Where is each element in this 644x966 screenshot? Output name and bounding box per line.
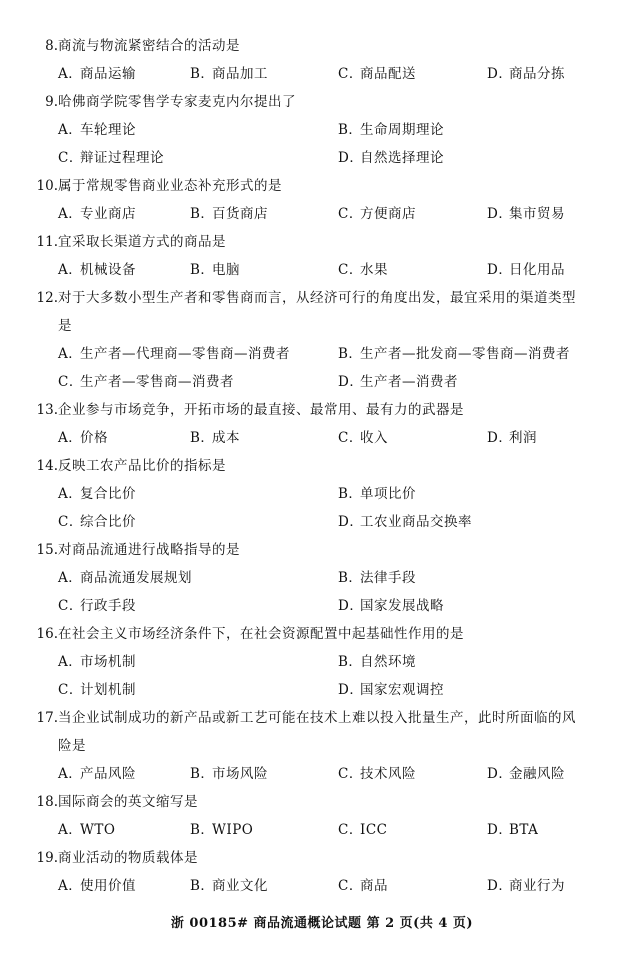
option-d[interactable]: D．工农业商品交换率: [338, 514, 472, 530]
question-stem: 企业参与市场竞争，开拓市场的最直接、最常用、最有力的武器是: [58, 402, 464, 418]
question-stem: 当企业试制成功的新产品或新工艺可能在技术上难以投入批量生产，此时所面临的风: [58, 710, 576, 726]
options-row: [0, 511, 644, 533]
question-9: [0, 91, 644, 113]
option-a[interactable]: A．产品风险: [58, 766, 136, 782]
option-d[interactable]: D．国家宏观调控: [338, 682, 444, 698]
options-row: [0, 567, 644, 589]
question-18: [0, 791, 644, 813]
question-number: 11.: [36, 234, 58, 250]
options-row: [0, 119, 644, 141]
question-stem: 在社会主义市场经济条件下，在社会资源配置中起基础性作用的是: [58, 626, 464, 642]
option-a[interactable]: A．专业商店: [58, 206, 136, 222]
option-a[interactable]: A．WTO: [58, 822, 116, 838]
option-c[interactable]: C．方便商店: [338, 206, 416, 222]
option-d[interactable]: D．自然选择理论: [338, 150, 444, 166]
option-d[interactable]: D．国家发展战略: [338, 598, 444, 614]
option-c[interactable]: C．技术风险: [338, 766, 416, 782]
option-b[interactable]: B．商业文化: [190, 878, 268, 894]
option-a[interactable]: A．市场机制: [58, 654, 136, 670]
question-number: 12.: [36, 290, 58, 306]
options-row: [0, 651, 644, 673]
question-stem: 商流与物流紧密结合的活动是: [58, 38, 240, 54]
option-b[interactable]: B．市场风险: [190, 766, 268, 782]
options-row: [0, 875, 644, 897]
question-16: [0, 623, 644, 645]
question-stem: 对商品流通进行战略指导的是: [58, 542, 240, 558]
option-a[interactable]: A．价格: [58, 430, 108, 446]
question-number: 18.: [36, 794, 58, 810]
question-stem: 哈佛商学院零售学专家麦克内尔提出了: [58, 94, 296, 110]
question-17: [0, 707, 644, 729]
options-row: [0, 259, 644, 281]
question-10: [0, 175, 644, 197]
option-b[interactable]: B．自然环境: [338, 654, 416, 670]
options-row: [0, 203, 644, 225]
question-11: [0, 231, 644, 253]
option-c[interactable]: C．ICC: [338, 822, 388, 838]
option-c[interactable]: C．辩证过程理论: [58, 150, 164, 166]
question-number: 19.: [36, 850, 58, 866]
option-b[interactable]: B．WIPO: [190, 822, 254, 838]
question-stem-continued: 是: [58, 318, 72, 334]
option-d[interactable]: D．商品分拣: [487, 66, 565, 82]
question-stem-continued: 险是: [58, 738, 86, 754]
option-a[interactable]: A．机械设备: [58, 262, 136, 278]
option-c[interactable]: C．商品: [338, 878, 388, 894]
question-13: [0, 399, 644, 421]
question-number: 9.: [45, 94, 58, 110]
option-c[interactable]: C．收入: [338, 430, 388, 446]
option-d[interactable]: D．集市贸易: [487, 206, 565, 222]
option-d[interactable]: D．BTA: [487, 822, 539, 838]
option-b[interactable]: B．法律手段: [338, 570, 416, 586]
question-12: [0, 287, 644, 309]
question-stem: 宜采取长渠道方式的商品是: [58, 234, 226, 250]
option-d[interactable]: D．生产者—消费者: [338, 374, 458, 390]
question-number: 13.: [36, 402, 58, 418]
option-d[interactable]: D．日化用品: [487, 262, 565, 278]
question-stem: 对于大多数小型生产者和零售商而言，从经济可行的角度出发，最宜采用的渠道类型: [58, 290, 576, 306]
question-8: [0, 35, 644, 57]
options-row: [0, 371, 644, 393]
options-row: [0, 63, 644, 85]
option-c[interactable]: C．商品配送: [338, 66, 416, 82]
option-b[interactable]: B．商品加工: [190, 66, 268, 82]
question-number: 8.: [45, 38, 58, 54]
question-stem: 反映工农产品比价的指标是: [58, 458, 226, 474]
question-stem: 商业活动的物质载体是: [58, 850, 198, 866]
option-c[interactable]: C．生产者—零售商—消费者: [58, 374, 234, 390]
question-14: [0, 455, 644, 477]
question-number: 10.: [36, 178, 58, 194]
option-a[interactable]: A．商品流通发展规划: [58, 570, 192, 586]
option-b[interactable]: B．百货商店: [190, 206, 268, 222]
question-15: [0, 539, 644, 561]
option-c[interactable]: C．综合比价: [58, 514, 136, 530]
question-19: [0, 847, 644, 869]
options-row: [0, 763, 644, 785]
page-footer: 浙 00185# 商品流通概论试题 第 2 页(共 4 页): [170, 916, 474, 931]
option-a[interactable]: A．使用价值: [58, 878, 136, 894]
option-c[interactable]: C．计划机制: [58, 682, 136, 698]
option-b[interactable]: B．成本: [190, 430, 240, 446]
options-row: [0, 147, 644, 169]
option-b[interactable]: B．生命周期理论: [338, 122, 444, 138]
options-row: [0, 343, 644, 365]
options-row: [0, 679, 644, 701]
option-a[interactable]: A．复合比价: [58, 486, 136, 502]
options-row: [0, 483, 644, 505]
option-b[interactable]: B．生产者—批发商—零售商—消费者: [338, 346, 570, 362]
option-d[interactable]: D．商业行为: [487, 878, 565, 894]
options-row: [0, 595, 644, 617]
options-row: [0, 819, 644, 841]
option-a[interactable]: A．生产者—代理商—零售商—消费者: [58, 346, 290, 362]
option-d[interactable]: D．金融风险: [487, 766, 565, 782]
option-c[interactable]: C．水果: [338, 262, 388, 278]
option-b[interactable]: B．电脑: [190, 262, 240, 278]
question-number: 17.: [36, 710, 58, 726]
option-b[interactable]: B．单项比价: [338, 486, 416, 502]
question-number: 16.: [36, 626, 58, 642]
option-a[interactable]: A．车轮理论: [58, 122, 136, 138]
option-d[interactable]: D．利润: [487, 430, 537, 446]
question-stem: 属于常规零售商业业态补充形式的是: [58, 178, 282, 194]
option-c[interactable]: C．行政手段: [58, 598, 136, 614]
question-number: 15.: [36, 542, 58, 558]
options-row: [0, 427, 644, 449]
option-a[interactable]: A．商品运输: [58, 66, 136, 82]
question-number: 14.: [36, 458, 58, 474]
question-stem: 国际商会的英文缩写是: [58, 794, 198, 810]
